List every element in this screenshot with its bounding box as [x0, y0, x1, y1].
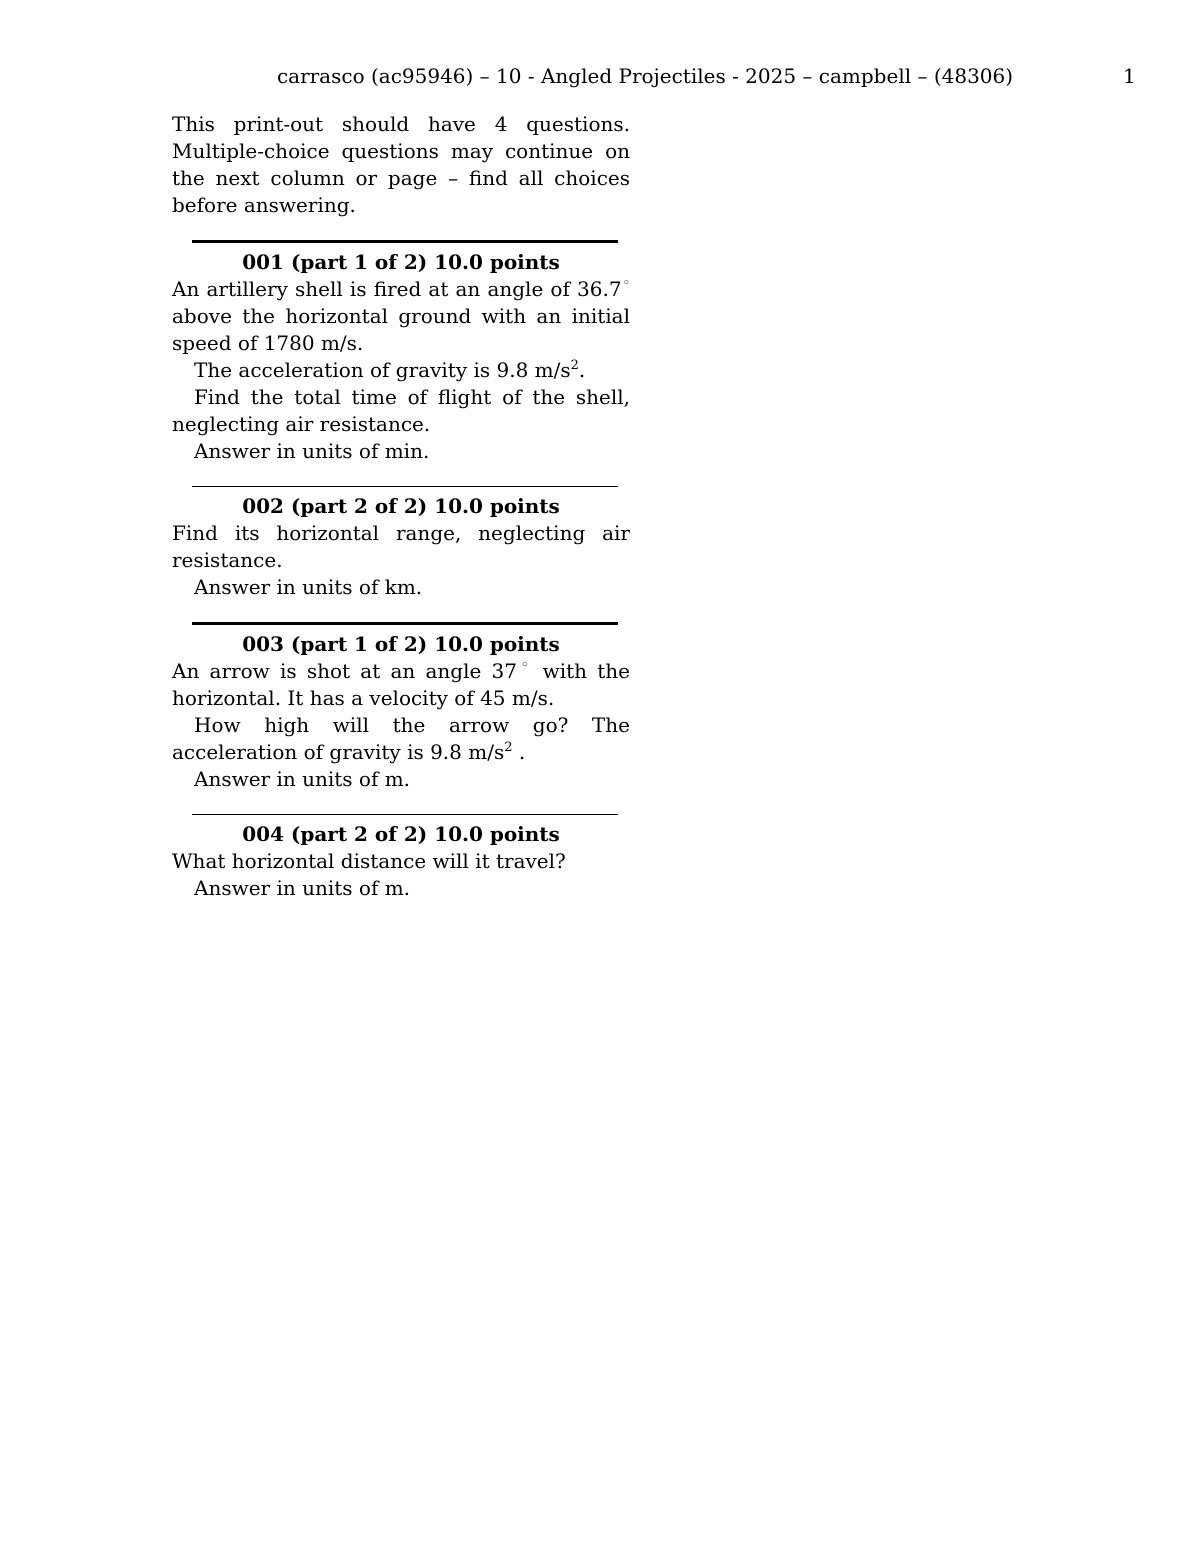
exponent: 2	[570, 358, 579, 373]
question-text: Find the total time of flight of the shell, neglecting air resistance.	[172, 385, 630, 436]
question-text: Find its horizontal range, neglecting air resistance.	[172, 521, 630, 572]
answer-units: Answer in units of m.	[194, 876, 411, 900]
question-text: The acceleration of gravity is 9.8 $m/s^2$.	[194, 358, 586, 382]
question-text: An artillery shell is fired at an angle of 36.7◦ above the horizontal ground with an initial speed of 1780 m/s.	[172, 276, 630, 355]
degree-symbol: ◦	[516, 658, 533, 673]
question-text: What horizontal distance will it travel?	[172, 849, 566, 873]
question-003	[172, 631, 630, 793]
answer-units: Answer in units of km.	[194, 575, 423, 599]
header-title: carrasco (ac95946) – 10 - Angled Projectiles - 2025 – campbell – (48306)	[276, 64, 1014, 88]
degree-symbol: ◦	[621, 276, 630, 291]
question-text: How high will the arrow go? The acceleration of gravity is 9.8 $m/s^2$ .	[172, 713, 630, 764]
question-heading: 002 (part 2 of 2) 10.0 points	[242, 494, 560, 518]
answer-units: Answer in units of min.	[194, 439, 430, 463]
exponent: 2	[504, 740, 513, 755]
question-heading: 001 (part 1 of 2) 10.0 points	[242, 250, 560, 274]
intro-text: This print-out should have 4 questions. Multiple-choice questions may continue on the next column or page – find all choices before answering.	[172, 112, 630, 217]
question-heading: 003 (part 1 of 2) 10.0 points	[242, 632, 560, 656]
page-number: 1	[1123, 64, 1136, 88]
question-002	[172, 493, 630, 601]
question-004	[172, 821, 630, 902]
page-header	[0, 64, 1200, 94]
answer-units: Answer in units of m.	[194, 767, 411, 791]
main-column	[172, 111, 630, 902]
question-heading: 004 (part 2 of 2) 10.0 points	[242, 822, 560, 846]
question-text: An arrow is shot at an angle 37◦ with the horizontal. It has a velocity of 45 m/s.	[172, 658, 630, 710]
question-001	[172, 249, 630, 465]
